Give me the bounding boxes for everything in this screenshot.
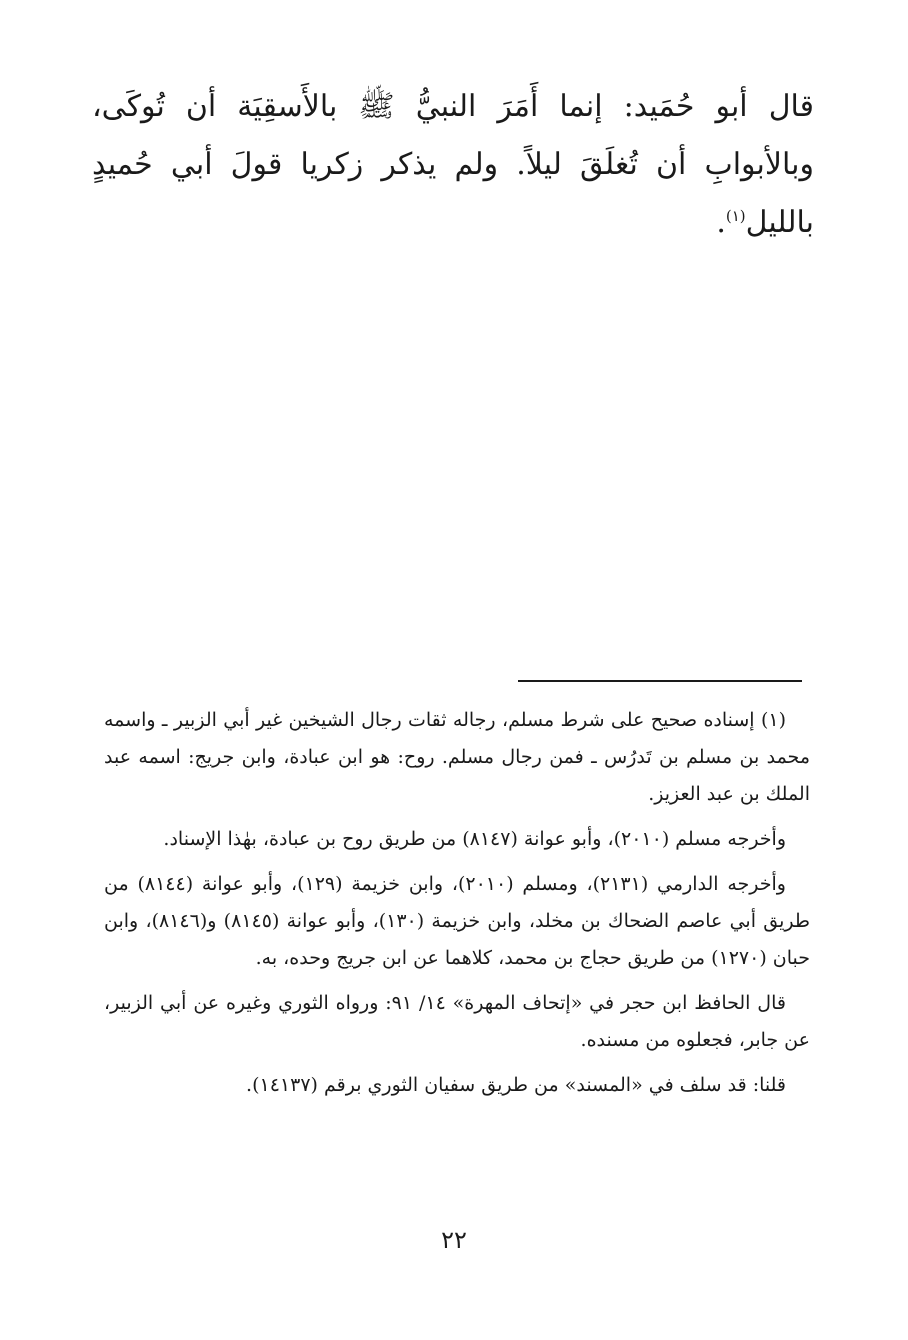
footnote-separator-rule xyxy=(518,680,802,682)
main-text-end-punctuation: . xyxy=(716,205,726,240)
footnotes-section xyxy=(104,702,810,1112)
footnote-paragraph-3: وأخرجه الدارمي (٢١٣١)، ومسلم (٢٠١٠)، وابن خزيمة (١٢٩)، وأبو عوانة (٨١٤٤) من طريق أبي عاصم الضحاك بن مخلد، وابن خزيمة (١٣٠)، وأبو عوانة (٨١٤٥) و(٨١٤٦)، وابن حبان (١٢٧٠) من طريق حجاج بن محمد، كلاهما عن ابن جريج وحده، به. xyxy=(104,873,810,969)
footnote-paragraph-1: (١) إسناده صحيح على شرط مسلم، رجاله ثقات رجال الشيخين غير أبي الزبير ـ واسمه محمد بن مسلم بن تَدرُس ـ فمن رجال مسلم. روح: هو ابن عبادة، وابن جريج: اسمه عبد الملك بن عبد العزيز. xyxy=(104,709,810,805)
footnote-reference-marker: (١) xyxy=(725,207,746,225)
footnote-paragraph-2: وأخرجه مسلم (٢٠١٠)، وأبو عوانة (٨١٤٧) من طريق روح بن عبادة، بهٰذا الإسناد. xyxy=(163,828,786,850)
main-text-paragraph xyxy=(92,78,814,252)
main-text-body: قال أبو حُمَيد: إنما أَمَرَ النبيُّ ﷺ بالأَسقِيَة أن تُوكَى، وبالأبوابِ أن تُغلَقَ ليلاً. ولم يذكر زكريا قولَ أبي حُميدٍ بالليل xyxy=(92,89,814,240)
footnote-paragraph-5: قلنا: قد سلف في «المسند» من طريق سفيان الثوري برقم (١٤١٣٧). xyxy=(246,1074,786,1096)
footnote-paragraph-4: قال الحافظ ابن حجر في «إتحاف المهرة» ١٤/ ٩١: ورواه الثوري وغيره عن أبي الزبير، عن جابر، فجعلوه من مسنده. xyxy=(104,992,810,1051)
page-number: ٢٢ xyxy=(441,1226,467,1254)
